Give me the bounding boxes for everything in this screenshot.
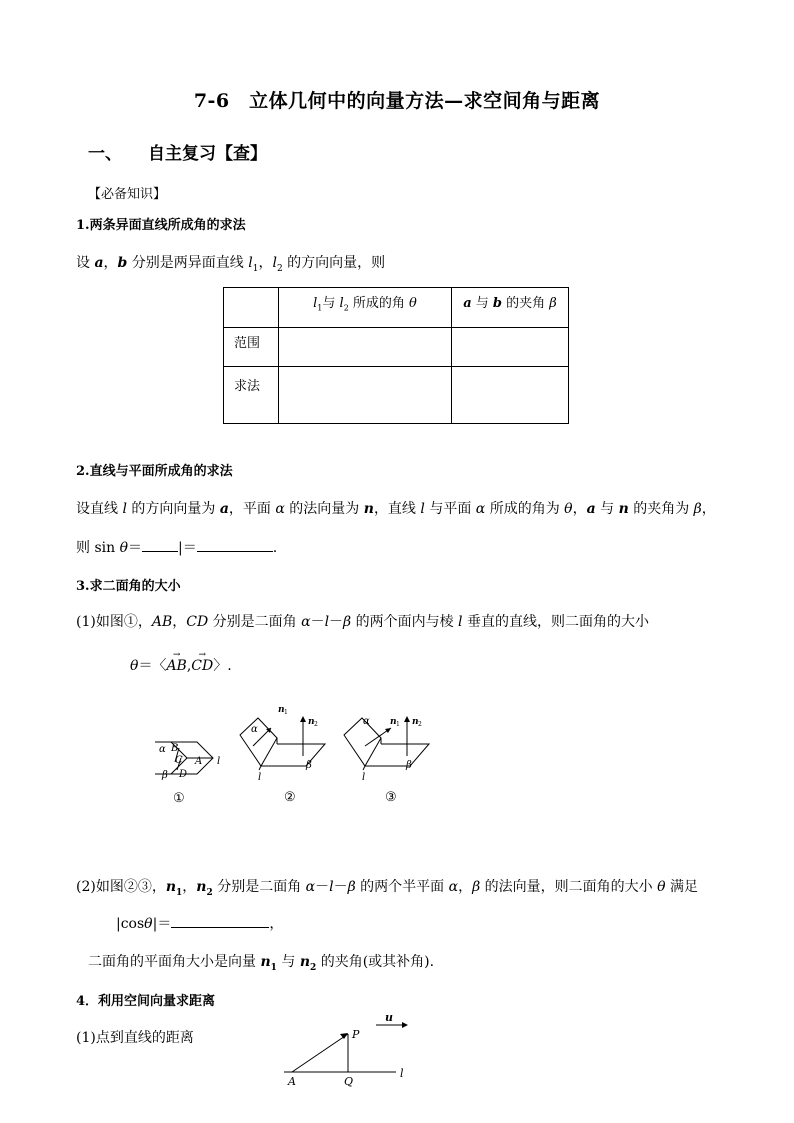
table-header-theta: $l_1$与 $l_2$ 所成的角 θ <box>279 288 452 328</box>
fig4-l: l <box>400 1067 404 1080</box>
fig2-beta: β <box>306 760 312 771</box>
paragraph-4b: |cosθ|＝ ， <box>116 916 284 932</box>
must-know-label: 【必备知识】 <box>88 187 167 202</box>
fig4-u: u <box>385 1011 393 1024</box>
fig1-l: l <box>217 756 221 767</box>
fig1-D: D <box>179 769 188 780</box>
arrow-head <box>385 728 391 733</box>
section-heading <box>88 139 267 164</box>
table-cell <box>279 328 452 367</box>
fig3-l: l <box>362 772 366 783</box>
table-cell <box>452 367 569 424</box>
fig2-n1-sub: 1 <box>284 709 288 716</box>
fig1-C: C <box>175 755 183 766</box>
blank <box>197 539 273 552</box>
paragraph-3: (1)如图①，AB，CD 分别是二面角 α－l－β 的两个面内与棱 l 垂直的直线，则二面角的大小 <box>76 614 649 630</box>
fig3-n1-sub: 1 <box>396 721 400 728</box>
fig1-A: A <box>195 756 203 767</box>
angle-table <box>223 287 569 424</box>
paragraph-4: (2)如图②③，$n_1$，$n_2$ 分别是二面角 α－l－β 的两个半平面 α，β 的法向量，则二面角的大小 θ 满足 <box>76 879 698 898</box>
fig4-A: A <box>288 1075 296 1088</box>
table-cell <box>452 328 569 367</box>
heading-2: 2.直线与平面所成角的求法 <box>76 464 233 479</box>
fig3-alpha: α <box>363 716 370 727</box>
blank <box>171 915 269 928</box>
table-cell <box>279 367 452 424</box>
heading-3: 3.求二面角的大小 <box>76 579 181 594</box>
fig3-n2-sub: 2 <box>418 721 422 728</box>
heading-4: 4．利用空间向量求距离 <box>76 994 216 1009</box>
paragraph-2b: 则 sin θ＝ |＝ . <box>76 540 278 556</box>
paragraph-2: 设直线 l 的方向向量为 a，平面 α 的法向量为 n，直线 l 与平面 α 所成的角为 θ，a 与 n 的夹角为 β， <box>76 501 716 517</box>
fig3-n2: n <box>412 717 419 727</box>
arrow-head <box>404 716 410 722</box>
fig3-caption: ③ <box>385 790 397 805</box>
table-row-range: 范围 <box>224 328 279 367</box>
fig2-alpha: α <box>251 724 258 735</box>
fig1-B: B <box>171 743 179 754</box>
arrow-head <box>300 716 306 722</box>
fig4-P: P <box>352 1028 360 1041</box>
fig1-alpha: α <box>159 744 166 755</box>
heading-1: 1.两条异面直线所成角的求法 <box>76 218 246 233</box>
fig3-beta: β <box>406 760 412 771</box>
segment-AP <box>292 1034 348 1072</box>
section-label: 自主复习【查】 <box>148 144 267 164</box>
fig3-n1: n <box>390 717 397 727</box>
fig2-n2-sub: 2 <box>314 721 318 728</box>
fig2-n1: n <box>278 705 285 715</box>
fig4-Q: Q <box>344 1075 354 1088</box>
table-header-beta: a 与 b 的夹角 β <box>452 288 569 328</box>
fig1-caption: ① <box>173 791 185 806</box>
paragraph-4c: 二面角的平面角大小是向量 $n_1$ 与 $n_2$ 的夹角(或其补角). <box>88 954 435 973</box>
paragraph-5: (1)点到直线的距离 <box>76 1030 194 1046</box>
dihedral-figures <box>145 700 445 810</box>
page-title: 7-6 立体几何中的向量方法—求空间角与距离 <box>193 90 601 112</box>
fig2-l: l <box>258 772 262 783</box>
blank <box>142 539 178 552</box>
fig1-beta: β <box>162 770 168 781</box>
paragraph-1: 设 a，b 分别是两异面直线 $l_1$，$l_2$ 的方向向量，则 <box>76 255 386 274</box>
formula-theta: θ＝〈 → AB, → CD〉. <box>130 650 232 674</box>
fig2-caption: ② <box>284 790 296 805</box>
arrow-head <box>402 1022 408 1028</box>
fig2-n2: n <box>308 717 315 727</box>
table-row-method: 求法 <box>224 367 279 424</box>
point-line-distance-figure <box>280 1008 420 1088</box>
section-number: 一、 <box>88 144 122 164</box>
